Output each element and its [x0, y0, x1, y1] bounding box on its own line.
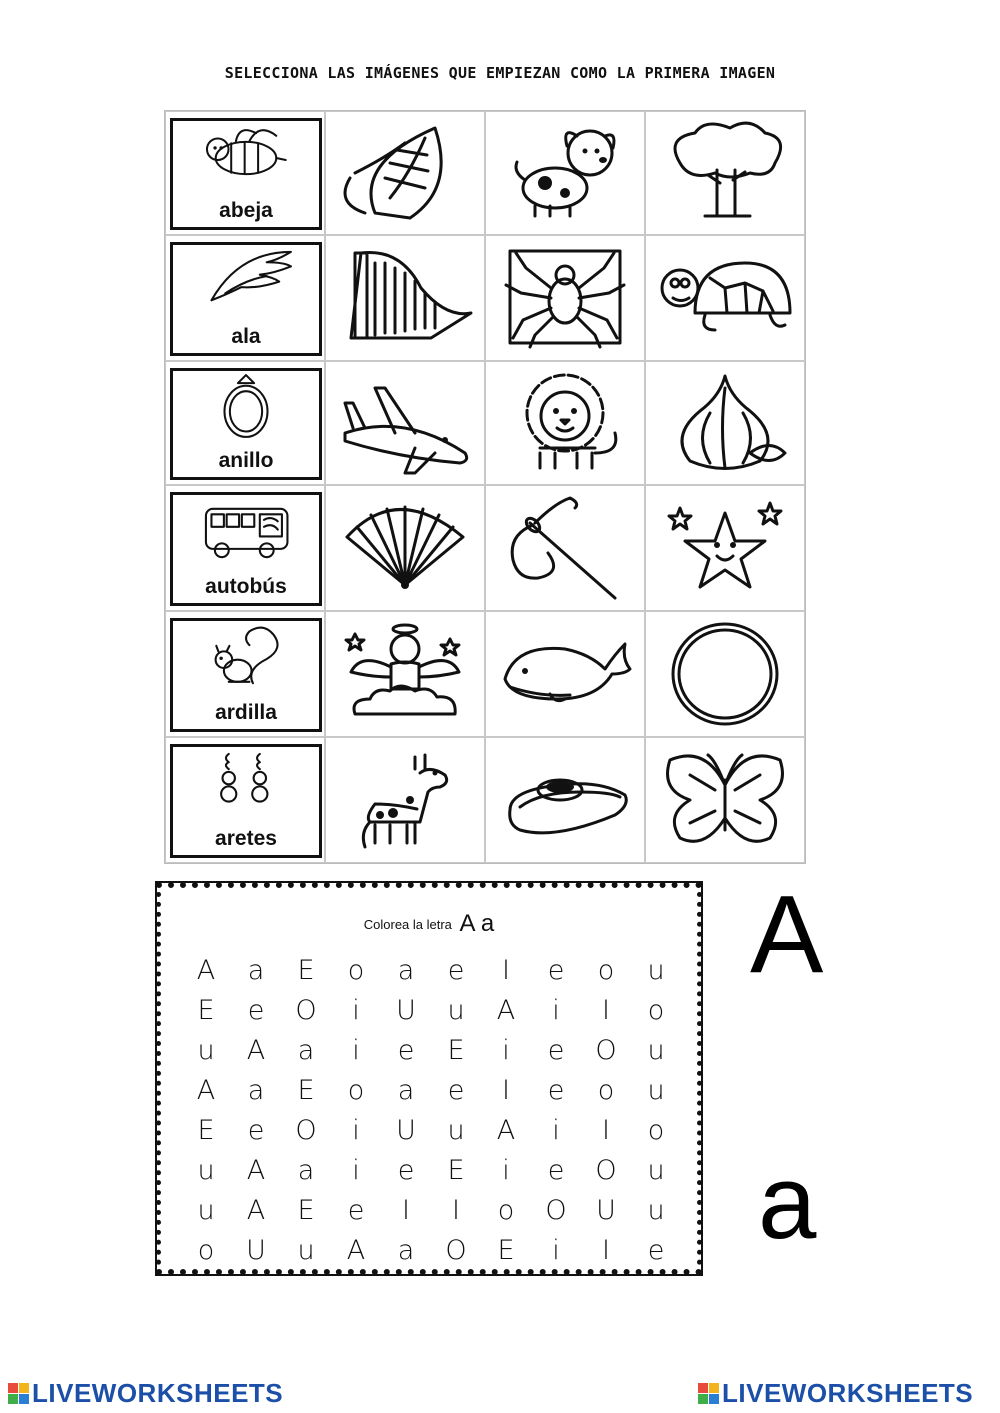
colorable-letter[interactable]: u [647, 1075, 665, 1106]
colorable-letter[interactable]: e [447, 1075, 465, 1106]
colorable-letter[interactable]: I [402, 1195, 410, 1226]
picture-option[interactable] [645, 361, 805, 485]
colorable-letter[interactable]: O [295, 995, 317, 1026]
colorable-letter[interactable]: A [346, 1235, 366, 1266]
footer-logo-left[interactable] [8, 1378, 283, 1408]
picture-option[interactable] [645, 235, 805, 361]
colorable-letter[interactable]: O [445, 1235, 467, 1266]
colorable-letter[interactable]: I [502, 1075, 510, 1106]
colorable-letter[interactable]: i [552, 995, 560, 1026]
needle-icon [495, 492, 635, 604]
colorable-letter[interactable]: E [497, 1235, 515, 1266]
colorable-letter[interactable]: E [197, 995, 215, 1026]
picture-option[interactable] [325, 111, 485, 235]
reference-card [170, 118, 322, 230]
lion-icon [495, 368, 635, 478]
reference-card [170, 744, 322, 858]
bee-icon [173, 121, 319, 195]
colorable-letter[interactable]: e [547, 1075, 565, 1106]
airplane-icon [335, 368, 475, 478]
picture-grid [164, 110, 806, 864]
picture-option[interactable] [325, 485, 485, 611]
colorable-letter[interactable]: e [547, 1155, 565, 1186]
colorable-letter[interactable]: O [295, 1115, 317, 1146]
picture-option[interactable] [645, 111, 805, 235]
reference-card [170, 368, 322, 480]
coloring-instruction-text: Colorea la letra [363, 917, 452, 932]
colorable-letter[interactable]: a [397, 1075, 415, 1106]
colorable-letter[interactable]: o [597, 955, 615, 986]
coloring-box [156, 882, 702, 1275]
colorable-letter[interactable]: a [397, 955, 415, 986]
squirrel-icon [173, 621, 319, 697]
reference-card [170, 492, 322, 606]
reference-cell [165, 111, 325, 235]
colorable-letter[interactable]: A [246, 1155, 266, 1186]
colorable-letter[interactable]: u [647, 1035, 665, 1066]
reference-cell [165, 485, 325, 611]
picture-option[interactable] [485, 111, 645, 235]
colorable-letter[interactable]: A [496, 1115, 516, 1146]
colorable-letter[interactable]: i [352, 1155, 360, 1186]
reference-word: autobús [205, 575, 287, 598]
colorable-letter[interactable]: u [447, 995, 465, 1026]
colorable-letter[interactable]: e [247, 995, 265, 1026]
reference-cell [165, 611, 325, 737]
angel-icon [335, 618, 475, 730]
colorable-letter[interactable]: a [247, 955, 265, 986]
butterfly-icon [655, 744, 795, 856]
ring-icon [173, 371, 319, 445]
picture-option[interactable] [325, 737, 485, 863]
reference-cell [165, 737, 325, 863]
colorable-letter[interactable]: e [247, 1115, 265, 1146]
picture-option[interactable] [485, 485, 645, 611]
colorable-letter[interactable]: i [352, 995, 360, 1026]
colorable-letter[interactable]: o [597, 1075, 615, 1106]
earrings-icon [173, 747, 319, 823]
colorable-letter[interactable]: A [496, 995, 516, 1026]
colorable-letter[interactable]: I [452, 1195, 460, 1226]
tree-icon [655, 118, 795, 228]
bus-icon [173, 495, 319, 571]
reference-cell [165, 361, 325, 485]
colorable-letter[interactable]: u [647, 1155, 665, 1186]
big-lowercase-letter: a [758, 1144, 817, 1261]
colorable-letter[interactable]: e [447, 955, 465, 986]
avocado-icon [495, 744, 635, 856]
colorable-letter[interactable]: o [347, 1075, 365, 1106]
footer-brand-text: LIVEWORKSHEETS [32, 1377, 284, 1408]
colorable-letter[interactable]: a [397, 1235, 415, 1266]
colorable-letter[interactable]: A [246, 1195, 266, 1226]
coloring-target-letters: A a [459, 910, 495, 937]
colorable-letter[interactable]: I [602, 995, 610, 1026]
colorable-letter[interactable]: u [647, 955, 665, 986]
colorable-letter[interactable]: u [647, 1195, 665, 1226]
colorable-letter[interactable]: u [197, 1195, 215, 1226]
colorable-letter[interactable]: e [547, 955, 565, 986]
picture-option[interactable] [645, 485, 805, 611]
star-icon [655, 492, 795, 604]
colorable-letter[interactable]: E [197, 1115, 215, 1146]
harp-icon [335, 242, 475, 354]
colorable-letter[interactable]: a [297, 1035, 315, 1066]
page-title: SELECCIONA LAS IMÁGENES QUE EMPIEZAN COMO LA PRIMERA IMAGEN [224, 64, 776, 82]
colorable-letter[interactable]: o [647, 1115, 665, 1146]
reference-word: anillo [218, 449, 274, 472]
reference-card [170, 618, 322, 732]
colorable-letter[interactable]: o [647, 995, 665, 1026]
giraffe-icon [335, 744, 475, 856]
reference-word: aretes [215, 827, 277, 850]
colorable-letter[interactable]: I [602, 1115, 610, 1146]
garlic-icon [655, 368, 795, 478]
spider-icon [495, 242, 635, 354]
picture-option[interactable] [325, 235, 485, 361]
reference-word: abeja [219, 199, 273, 222]
whale-icon [495, 618, 635, 730]
footer-brand-text: LIVEWORKSHEETS [722, 1377, 974, 1408]
colorable-letter[interactable]: U [396, 1115, 416, 1146]
footer-logo-right[interactable] [698, 1378, 973, 1408]
colorable-letter[interactable]: O [595, 1155, 617, 1186]
colorable-letter[interactable]: E [447, 1155, 465, 1186]
coloring-instruction [161, 910, 697, 938]
picture-option[interactable] [645, 737, 805, 863]
fan-icon [335, 492, 475, 604]
colorable-letter[interactable]: o [347, 955, 365, 986]
colorable-letter[interactable]: E [297, 1075, 315, 1106]
colorable-letter[interactable]: i [352, 1115, 360, 1146]
colorable-letter[interactable]: U [396, 995, 416, 1026]
colorable-letter[interactable]: A [196, 955, 216, 986]
picture-option[interactable] [485, 361, 645, 485]
turtle-icon [655, 242, 795, 354]
colorable-letter[interactable]: i [352, 1035, 360, 1066]
colorable-letter[interactable]: a [297, 1155, 315, 1186]
colorable-letter[interactable]: o [197, 1235, 215, 1266]
picture-option[interactable] [485, 737, 645, 863]
big-uppercase-letter: A [750, 873, 824, 996]
colorable-letter[interactable]: A [246, 1035, 266, 1066]
picture-option[interactable] [645, 611, 805, 737]
colorable-letter[interactable]: e [647, 1235, 665, 1266]
reference-cell [165, 235, 325, 361]
colorable-letter[interactable]: U [246, 1235, 266, 1266]
colorable-letter[interactable]: I [602, 1235, 610, 1266]
liveworksheets-logo-icon [698, 1383, 719, 1404]
liveworksheets-logo-icon [8, 1383, 29, 1404]
letter-grid [181, 953, 681, 1269]
picture-option[interactable] [325, 611, 485, 737]
colorable-letter[interactable]: u [297, 1235, 315, 1266]
colorable-letter[interactable]: o [497, 1195, 515, 1226]
puppy-icon [495, 118, 635, 228]
colorable-letter[interactable]: I [502, 955, 510, 986]
colorable-letter[interactable]: e [397, 1155, 415, 1186]
colorable-letter[interactable]: e [347, 1195, 365, 1226]
colorable-letter[interactable]: i [502, 1155, 510, 1186]
colorable-letter[interactable]: O [545, 1195, 567, 1226]
picture-option[interactable] [485, 611, 645, 737]
picture-option[interactable] [485, 235, 645, 361]
colorable-letter[interactable]: u [447, 1115, 465, 1146]
colorable-letter[interactable]: A [196, 1075, 216, 1106]
corn-icon [335, 118, 475, 228]
colorable-letter[interactable]: E [447, 1035, 465, 1066]
colorable-letter[interactable]: U [596, 1195, 616, 1226]
reference-card [170, 242, 322, 356]
reference-word: ardilla [215, 701, 277, 724]
wing-icon [173, 245, 319, 321]
picture-option[interactable] [325, 361, 485, 485]
colorable-letter[interactable]: i [502, 1035, 510, 1066]
colorable-letter[interactable]: u [197, 1035, 215, 1066]
colorable-letter[interactable]: u [197, 1155, 215, 1186]
colorable-letter[interactable]: E [297, 1195, 315, 1226]
colorable-letter[interactable]: O [595, 1035, 617, 1066]
colorable-letter[interactable]: i [552, 1235, 560, 1266]
colorable-letter[interactable]: e [397, 1035, 415, 1066]
reference-word: ala [231, 325, 261, 348]
colorable-letter[interactable]: a [247, 1075, 265, 1106]
colorable-letter[interactable]: i [552, 1115, 560, 1146]
colorable-letter[interactable]: e [547, 1035, 565, 1066]
colorable-letter[interactable]: E [297, 955, 315, 986]
oval-icon [655, 618, 795, 730]
